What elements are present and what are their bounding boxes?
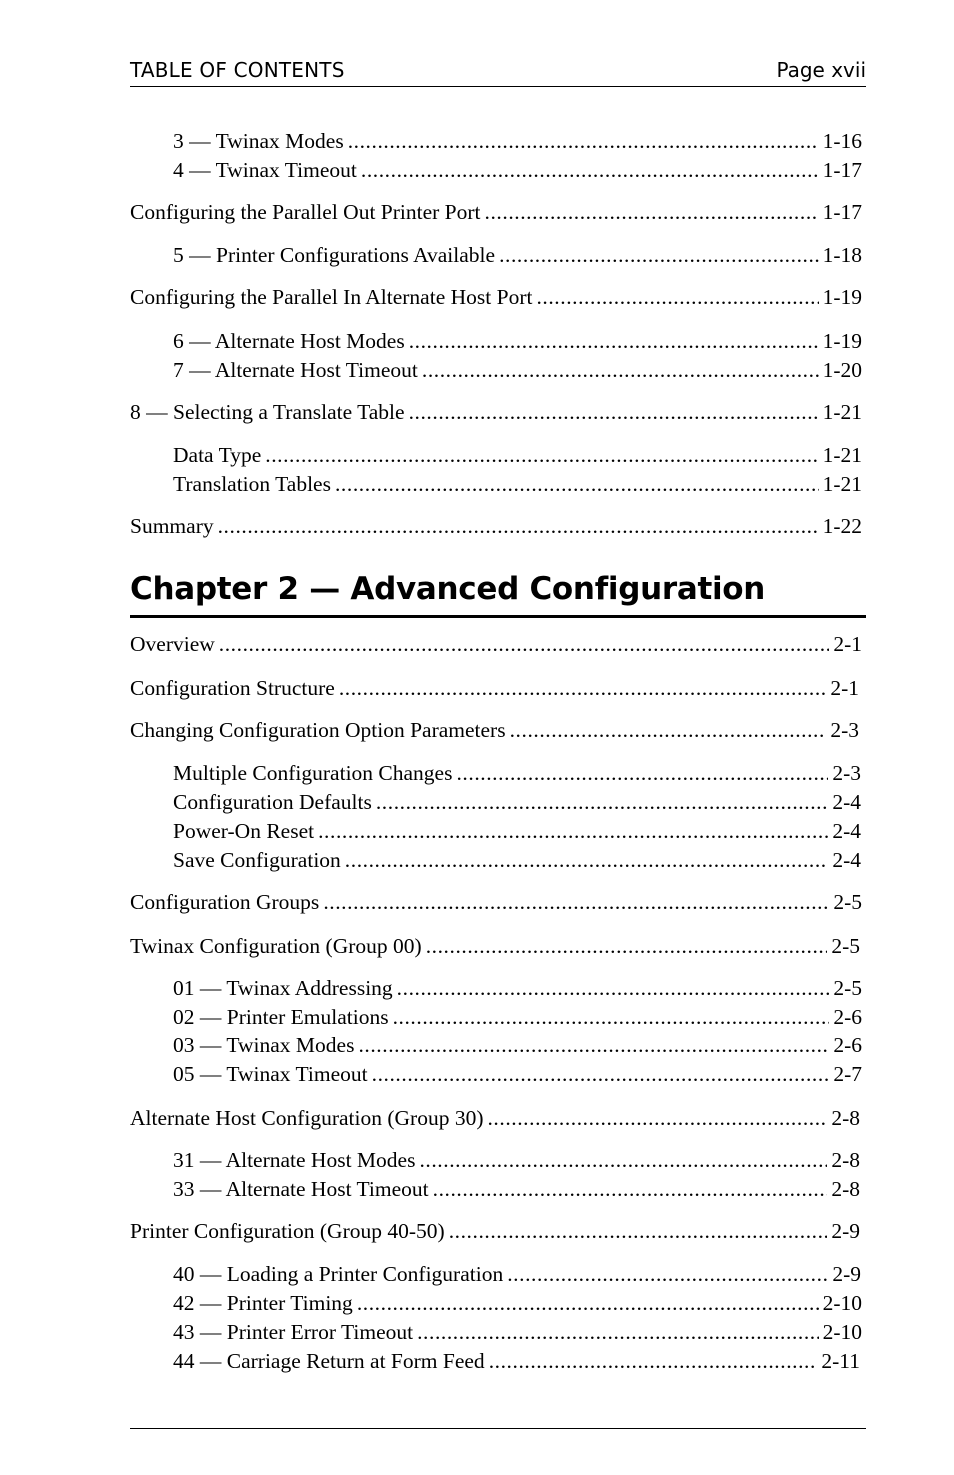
toc-entry[interactable] bbox=[130, 932, 860, 960]
toc-entry-page: 2-11 bbox=[821, 1349, 860, 1373]
toc-entry[interactable] bbox=[173, 156, 862, 184]
toc-entry-page: 2-7 bbox=[833, 1062, 862, 1086]
toc-entry[interactable] bbox=[173, 356, 862, 384]
toc-entry[interactable] bbox=[130, 888, 862, 916]
toc-entry-page: 1-21 bbox=[822, 400, 862, 424]
toc-entry-title: Configuration Defaults bbox=[173, 790, 372, 814]
toc-entry-title: 8 — Selecting a Translate Table bbox=[130, 400, 405, 424]
toc-entry-title: Alternate Host Configuration (Group 30) bbox=[130, 1106, 484, 1130]
toc-entry-title: Configuration Groups bbox=[130, 890, 320, 914]
dot-leader bbox=[218, 512, 819, 540]
toc-entry[interactable] bbox=[130, 716, 859, 744]
dot-leader bbox=[426, 932, 828, 960]
toc-entry-page: 2-3 bbox=[830, 718, 859, 742]
dot-leader bbox=[376, 788, 828, 816]
toc-entry-page: 2-9 bbox=[832, 1262, 861, 1286]
toc-entry-title: Configuring the Parallel Out Printer Port bbox=[130, 200, 481, 224]
toc-entry[interactable] bbox=[130, 198, 862, 226]
toc-entry-page: 2-8 bbox=[831, 1177, 860, 1201]
toc-entry-title: 40 — Loading a Printer Configuration bbox=[173, 1262, 504, 1286]
toc-entry-page: 1-17 bbox=[822, 200, 862, 224]
header-page-number: Page xvii bbox=[776, 58, 866, 82]
toc-entry[interactable] bbox=[173, 1146, 860, 1174]
toc-entry-page: 1-19 bbox=[822, 285, 862, 309]
toc-entry-page: 2-1 bbox=[830, 676, 859, 700]
toc-entry-page: 2-5 bbox=[833, 890, 862, 914]
toc-entry-title: 5 — Printer Configurations Available bbox=[173, 243, 496, 267]
toc-entry[interactable] bbox=[173, 788, 861, 816]
toc-entry[interactable] bbox=[173, 1260, 861, 1288]
toc-entry-title: 33 — Alternate Host Timeout bbox=[173, 1177, 429, 1201]
toc-entry[interactable] bbox=[173, 817, 861, 845]
toc-entry[interactable] bbox=[173, 974, 862, 1002]
dot-leader bbox=[510, 716, 827, 744]
toc-entry-page: 1-21 bbox=[822, 443, 862, 467]
toc-entry-page: 2-10 bbox=[822, 1291, 862, 1315]
toc-entry[interactable] bbox=[130, 1104, 860, 1132]
toc-entry-title: Summary bbox=[130, 514, 214, 538]
toc-entry-page: 2-6 bbox=[833, 1005, 862, 1029]
toc-entry[interactable] bbox=[173, 1318, 862, 1346]
dot-leader bbox=[419, 1146, 827, 1174]
dot-leader bbox=[485, 198, 819, 226]
toc-entry-title: Power-On Reset bbox=[173, 819, 315, 843]
toc-entry[interactable] bbox=[173, 1003, 862, 1031]
toc-entry-page: 2-9 bbox=[831, 1219, 860, 1243]
toc-entry-title: 3 — Twinax Modes bbox=[173, 129, 344, 153]
header-section-title: TABLE OF CONTENTS bbox=[130, 58, 345, 82]
toc-entry-title: Twinax Configuration (Group 00) bbox=[130, 934, 422, 958]
toc-entry-title: 31 — Alternate Host Modes bbox=[173, 1148, 416, 1172]
toc-entry-page: 2-10 bbox=[822, 1320, 862, 1344]
dot-leader bbox=[417, 1318, 818, 1346]
dot-leader bbox=[335, 470, 819, 498]
toc-entry-page: 2-4 bbox=[832, 848, 861, 872]
toc-entry-page: 2-5 bbox=[833, 976, 862, 1000]
toc-entry[interactable] bbox=[173, 127, 862, 155]
toc-entry-title: Changing Configuration Option Parameters bbox=[130, 718, 506, 742]
toc-entry-title: 7 — Alternate Host Timeout bbox=[173, 358, 418, 382]
toc-entry-page: 2-5 bbox=[831, 934, 860, 958]
toc-entry-title: Multiple Configuration Changes bbox=[173, 761, 453, 785]
dot-leader bbox=[409, 327, 819, 355]
dot-leader bbox=[372, 1060, 830, 1088]
dot-leader bbox=[265, 441, 818, 469]
toc-entry[interactable] bbox=[173, 759, 861, 787]
toc-entry[interactable] bbox=[173, 1060, 862, 1088]
toc-entry-page: 1-21 bbox=[822, 472, 862, 496]
dot-leader bbox=[507, 1260, 828, 1288]
toc-entry[interactable] bbox=[130, 1217, 860, 1245]
dot-leader bbox=[318, 817, 828, 845]
toc-entry-page: 2-6 bbox=[833, 1033, 862, 1057]
toc-entry[interactable] bbox=[130, 674, 859, 702]
dot-leader bbox=[487, 1104, 827, 1132]
dot-leader bbox=[348, 127, 819, 155]
footer-rule bbox=[130, 1428, 866, 1429]
dot-leader bbox=[358, 1031, 829, 1059]
toc-entry-title: Save Configuration bbox=[173, 848, 341, 872]
toc-entry-title: 44 — Carriage Return at Form Feed bbox=[173, 1349, 485, 1373]
toc-entry-title: 43 — Printer Error Timeout bbox=[173, 1320, 414, 1344]
toc-entry[interactable] bbox=[173, 1347, 860, 1375]
dot-leader bbox=[361, 156, 819, 184]
dot-leader bbox=[433, 1175, 828, 1203]
toc-entry[interactable] bbox=[130, 630, 862, 658]
dot-leader bbox=[409, 398, 819, 426]
toc-entry-page: 1-16 bbox=[822, 129, 862, 153]
toc-entry-page: 1-18 bbox=[822, 243, 862, 267]
dot-leader bbox=[456, 759, 828, 787]
toc-entry[interactable] bbox=[173, 1175, 860, 1203]
toc-entry[interactable] bbox=[173, 1031, 862, 1059]
dot-leader bbox=[489, 1347, 818, 1375]
toc-entry-page: 2-8 bbox=[831, 1106, 860, 1130]
toc-entry[interactable] bbox=[173, 470, 862, 498]
toc-entry-title: 42 — Printer Timing bbox=[173, 1291, 353, 1315]
toc-entry-page: 1-22 bbox=[822, 514, 862, 538]
toc-entry[interactable] bbox=[130, 398, 862, 426]
toc-entry-page: 1-17 bbox=[822, 158, 862, 182]
dot-leader bbox=[397, 974, 830, 1002]
toc-entry-page: 2-4 bbox=[832, 819, 861, 843]
toc-entry[interactable] bbox=[173, 327, 862, 355]
dot-leader bbox=[345, 846, 829, 874]
toc-entry-title: Configuration Structure bbox=[130, 676, 335, 700]
toc-entry-title: 01 — Twinax Addressing bbox=[173, 976, 393, 1000]
toc-entry-page: 1-19 bbox=[822, 329, 862, 353]
toc-entry-page: 2-4 bbox=[832, 790, 861, 814]
toc-entry[interactable] bbox=[173, 441, 862, 469]
toc-entry-title: Overview bbox=[130, 632, 215, 656]
running-header bbox=[130, 56, 866, 87]
toc-entry-title: Translation Tables bbox=[173, 472, 331, 496]
toc-entry[interactable] bbox=[130, 283, 862, 311]
dot-leader bbox=[339, 674, 827, 702]
toc-entry-title: Configuring the Parallel In Alternate Host Port bbox=[130, 285, 533, 309]
toc-entry-title: 03 — Twinax Modes bbox=[173, 1033, 355, 1057]
toc-entry-page: 2-8 bbox=[831, 1148, 860, 1172]
dot-leader bbox=[536, 283, 818, 311]
dot-leader bbox=[449, 1217, 828, 1245]
toc-entry-title: 05 — Twinax Timeout bbox=[173, 1062, 368, 1086]
toc-entry-title: Printer Configuration (Group 40-50) bbox=[130, 1219, 445, 1243]
toc-entry-page: 2-1 bbox=[833, 632, 862, 656]
toc-entry-title: 4 — Twinax Timeout bbox=[173, 158, 357, 182]
toc-entry-title: 6 — Alternate Host Modes bbox=[173, 329, 405, 353]
dot-leader bbox=[393, 1003, 830, 1031]
toc-entry[interactable] bbox=[173, 1289, 862, 1317]
toc-entry-page: 1-20 bbox=[822, 358, 862, 382]
dot-leader bbox=[422, 356, 819, 384]
toc-entry-title: 02 — Printer Emulations bbox=[173, 1005, 389, 1029]
dot-leader bbox=[499, 241, 819, 269]
chapter-heading: Chapter 2 — Advanced Configuration bbox=[130, 567, 866, 618]
dot-leader bbox=[219, 630, 830, 658]
toc-entry[interactable] bbox=[130, 512, 862, 540]
dot-leader bbox=[357, 1289, 819, 1317]
toc-entry[interactable] bbox=[173, 241, 862, 269]
toc-entry[interactable] bbox=[173, 846, 861, 874]
dot-leader bbox=[323, 888, 829, 916]
toc-entry-title: Data Type bbox=[173, 443, 262, 467]
toc-entry-page: 2-3 bbox=[832, 761, 861, 785]
